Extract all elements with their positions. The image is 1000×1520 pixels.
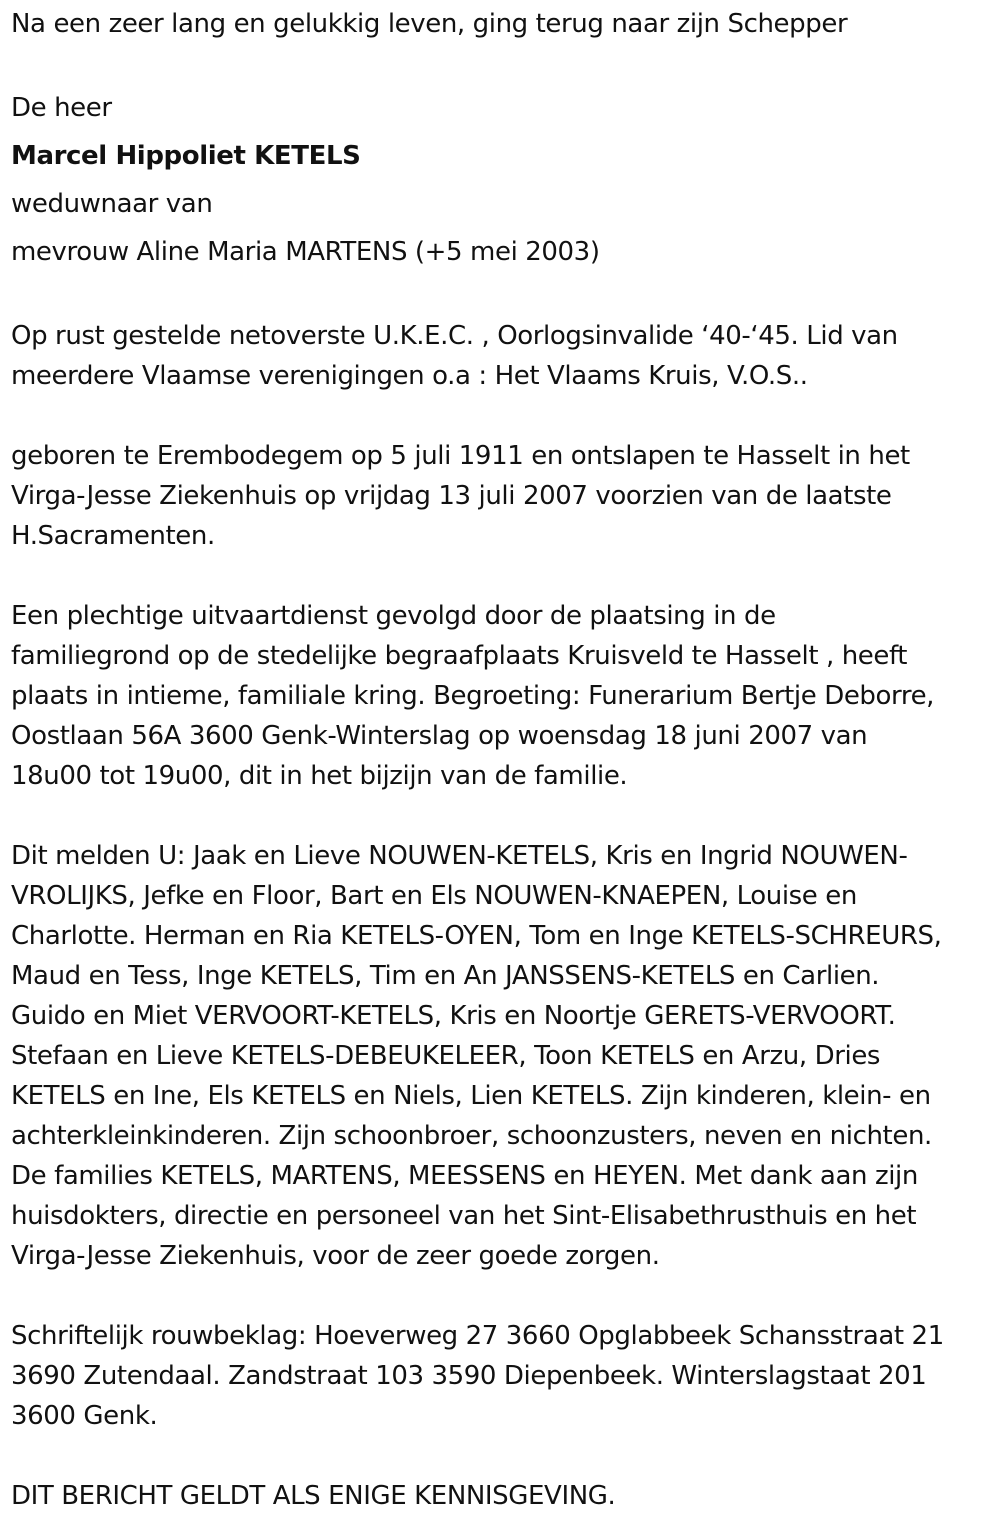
intro-line: Na een zeer lang en gelukkig leven, ging terug naar zijn Schepper xyxy=(11,9,848,39)
birth-death-paragraph xyxy=(11,436,993,556)
funeral-line: familiegrond op de stedelijke begraafplaats Kruisveld te Hasselt , heeft xyxy=(11,641,908,671)
funeral-line: Een plechtige uitvaartdienst gevolgd door de plaatsing in de xyxy=(11,601,776,631)
career-paragraph xyxy=(11,316,993,396)
spouse-line: mevrouw Aline Maria MARTENS (+5 mei 2003) xyxy=(11,237,600,267)
deceased-name: Marcel Hippoliet KETELS xyxy=(11,141,361,171)
family-line: huisdokters, directie en personeel van het Sint-Elisabethrusthuis en het xyxy=(11,1201,917,1231)
funeral-line: Oostlaan 56A 3600 Genk-Winterslag op woensdag 18 juni 2007 van xyxy=(11,721,868,751)
family-line: Maud en Tess, Inge KETELS, Tim en An JANSSENS-KETELS en Carlien. xyxy=(11,961,880,991)
family-line: KETELS en Ine, Els KETELS en Niels, Lien KETELS. Zijn kinderen, klein- en xyxy=(11,1081,931,1111)
family-line: Dit melden U: Jaak en Lieve NOUWEN-KETELS, Kris en Ingrid NOUWEN- xyxy=(11,841,908,871)
family-line: Virga-Jesse Ziekenhuis, voor de zeer goede zorgen. xyxy=(11,1241,660,1271)
career-line: meerdere Vlaamse verenigingen o.a : Het Vlaams Kruis, V.O.S.. xyxy=(11,361,808,391)
salutation: De heer xyxy=(11,93,112,123)
condolences-line: 3600 Genk. xyxy=(11,1401,158,1431)
funeral-paragraph xyxy=(11,596,993,796)
family-line: Charlotte. Herman en Ria KETELS-OYEN, Tom en Inge KETELS-SCHREURS, xyxy=(11,921,942,951)
spacer xyxy=(11,396,993,436)
family-line: achterkleinkinderen. Zijn schoonbroer, schoonzusters, neven en nichten. xyxy=(11,1121,932,1151)
family-paragraph xyxy=(11,836,993,1276)
spacer xyxy=(11,1276,993,1316)
family-line: VROLIJKS, Jefke en Floor, Bart en Els NOUWEN-KNAEPEN, Louise en xyxy=(11,881,857,911)
birth-death-line: Virga-Jesse Ziekenhuis op vrijdag 13 juli 2007 voorzien van de laatste xyxy=(11,481,892,511)
condolences-paragraph xyxy=(11,1316,993,1436)
career-line: Op rust gestelde netoverste U.K.E.C. , Oorlogsinvalide ‘40-‘45. Lid van xyxy=(11,321,898,351)
family-line: De families KETELS, MARTENS, MEESSENS en HEYEN. Met dank aan zijn xyxy=(11,1161,918,1191)
spacer xyxy=(11,556,993,596)
birth-death-line: H.Sacramenten. xyxy=(11,521,215,551)
spacer xyxy=(11,276,993,316)
condolences-line: Schriftelijk rouwbeklag: Hoeverweg 27 3660 Opglabbeek Schansstraat 21 xyxy=(11,1321,944,1351)
death-notice xyxy=(11,4,993,1516)
funeral-line: plaats in intieme, familiale kring. Begroeting: Funerarium Bertje Deborre, xyxy=(11,681,935,711)
family-line: Guido en Miet VERVOORT-KETELS, Kris en Noortje GERETS-VERVOORT. xyxy=(11,1001,896,1031)
spacer xyxy=(11,1436,993,1476)
widow-label: weduwnaar van xyxy=(11,189,213,219)
family-line: Stefaan en Lieve KETELS-DEBEUKELEER, Toon KETELS en Arzu, Dries xyxy=(11,1041,881,1071)
closing-notice: DIT BERICHT GELDT ALS ENIGE KENNISGEVING. xyxy=(11,1481,616,1511)
spacer xyxy=(11,44,993,84)
funeral-line: 18u00 tot 19u00, dit in het bijzijn van de familie. xyxy=(11,761,628,791)
spacer xyxy=(11,796,993,836)
condolences-line: 3690 Zutendaal. Zandstraat 103 3590 Diepenbeek. Winterslagstaat 201 xyxy=(11,1361,927,1391)
birth-death-line: geboren te Erembodegem op 5 juli 1911 en ontslapen te Hasselt in het xyxy=(11,441,910,471)
